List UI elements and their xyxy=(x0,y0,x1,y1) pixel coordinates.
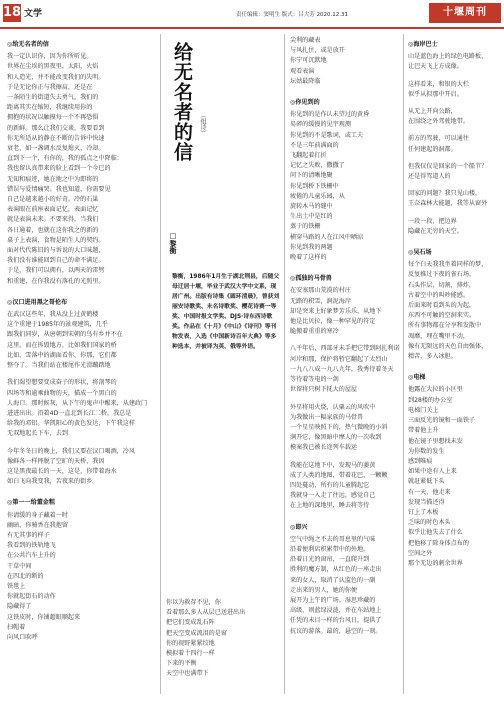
poem-line: 反复推过下夜的雀石场。 xyxy=(408,271,476,279)
poem-line: 空气中绳之不去的哥息里的气味 xyxy=(290,535,376,543)
poem-column-3 xyxy=(290,36,402,637)
poem-column-4 xyxy=(408,36,502,569)
poem-line: 我们渴望想要变成奋子的形状，将剖琴的 xyxy=(7,379,117,387)
poem-line: 这铁皮时，你铺超眼顺起来 xyxy=(7,613,81,621)
poem-heading: ◎汉口进用黑之哥伦布 xyxy=(7,298,68,306)
stanza-break xyxy=(7,440,157,447)
poem-line: 铁毯上 xyxy=(7,582,26,590)
poem-line: 旋转木马的缝中 xyxy=(290,203,333,211)
poem-line: 外星将用火烧，认粟云的风吹中 xyxy=(290,403,376,411)
poem-line: 你无所适从的静在不断的告诉中快速 xyxy=(7,134,105,142)
poem-line: 等待着等电的一剑 xyxy=(290,376,339,384)
poem-line: 胜利的魔方制，从红色的一座走出 xyxy=(290,566,382,574)
poem-line: 一条陌生的街道失去勇气，我们的 xyxy=(7,94,99,102)
stanza-break xyxy=(408,237,502,244)
poem-line: 我也留认真带来的脸上看到一个今已的 xyxy=(7,165,111,173)
column-divider xyxy=(160,34,161,694)
poem-line: 不是三年前满面的 xyxy=(290,141,339,149)
poem-line: 拥抱的状况以触摸每一个不再恐惧 xyxy=(7,114,99,122)
poem-line: 石头作层，切割，排炸， xyxy=(408,281,476,289)
poem-heading: ◎电梯 xyxy=(408,374,426,382)
poem-line: 你见到我的两题 xyxy=(290,243,333,251)
poem-line: 自己是越来越小的好奇。冷的石巢 xyxy=(7,196,99,204)
poem-line: 来的女人，取消了认监色的一副 xyxy=(290,576,376,584)
poem-line: 空间之外 xyxy=(408,549,433,557)
poem-line: 桌子上表演，食物是陌生人的契约。 xyxy=(7,236,105,244)
stanza-break xyxy=(290,454,402,461)
stanza-break xyxy=(290,512,402,519)
poem-line: 无路的积雪，涧泥海岸 xyxy=(290,297,351,305)
poem-line: 进进出出。沿着4D一直北到长江二桥，我总是 xyxy=(7,409,132,417)
poem-line: 幽暗，你骑香在我抱留 xyxy=(7,521,68,529)
poem-line: 坛姑最降临 xyxy=(290,77,321,85)
poem-line: 看着那么多人从层已送进出出 xyxy=(166,609,246,617)
poem-line: 这是黑夜最长的一天，这是，你带着海水 xyxy=(7,467,117,475)
poem-line: 面对代代陈旧的与诉说的大口味题， xyxy=(7,247,105,255)
stanza-break xyxy=(408,73,502,80)
poem-line: 为我做出一幅家族的马骨兽 xyxy=(290,413,364,421)
stanza-break xyxy=(408,210,502,217)
newspaper-logo: 十堰周刊 xyxy=(429,3,501,23)
column-divider xyxy=(284,34,285,694)
poem-line: 问下的清晰地聚 xyxy=(290,172,333,180)
poem-line: 整夺了。当我们站在楼尾作光滑蹦踏地 xyxy=(7,362,111,370)
poem-line: 为你数的发生 xyxy=(408,447,445,455)
poem-line: 前方的驾驶，可以通往 xyxy=(408,135,469,143)
poem-line: 飞翻起着打折 xyxy=(290,152,327,160)
poem-line: 如果中途有人上来 xyxy=(408,468,457,476)
poem-line: 从无上开向公路， xyxy=(408,108,457,116)
poem-line: 沿着日光的窗帘，一直爬升到 xyxy=(290,556,370,564)
poem-line: 衰老，如一盏调水反复熄灭，冷却。 xyxy=(7,145,105,153)
poem-line: 一九八八成一九八九年，我秀待着冬天 xyxy=(290,365,394,373)
poem-line: 和重建，在你我没有落孔的光照里。 xyxy=(7,277,105,285)
poem-column-1 xyxy=(7,36,157,643)
poem-line: 凋靡，埋在嘴里不动， xyxy=(408,332,469,340)
poem-line: 把天空变成流泪的是窗 xyxy=(166,629,227,637)
poem-line: 生出土中是红的 xyxy=(290,213,333,221)
poem-line: 河岸和那，保护将暂它翻起了太烈山 xyxy=(290,355,388,363)
poem-line: 展开为上午的广场。湿思珍藏的 xyxy=(290,596,376,604)
poem-line: 三面反光的镜和一面铁子 xyxy=(408,417,476,425)
poem-line: 在武汉这些年，我从没上过黄鹤楼 xyxy=(7,311,99,319)
poem-line: 他露在大拉的小区里 xyxy=(408,386,463,394)
poem-line: 四场等和逾乘曲物的天，描成一个黑白的 xyxy=(7,389,117,397)
poem-line: 和人造光，并不能改变我们的失明。 xyxy=(7,73,105,81)
poem-line: 记忆之失败，撒撒了 xyxy=(290,162,345,170)
poem-line: 横穿马路的人在江风中晒涼 xyxy=(290,233,364,241)
poem-line: 有一天，他走来 xyxy=(408,488,451,496)
stanza-break xyxy=(7,287,157,294)
poem-line: 你就起街石的动作 xyxy=(7,593,56,601)
stanza-break xyxy=(408,155,502,162)
stanza-break xyxy=(408,362,502,369)
poem-line: 模案我已被长途列车载运 xyxy=(290,444,358,452)
poem-column-2 xyxy=(166,598,282,680)
poem-line: 扫帽着 xyxy=(7,623,26,631)
poem-line: 模拟着十四行一样 xyxy=(166,650,215,658)
page-number: 18 xyxy=(3,5,22,20)
poem-line: 观看表演 xyxy=(290,67,315,75)
stanza-break xyxy=(290,263,402,270)
poem-line: 像有无限远的天色自由强体， xyxy=(408,342,488,350)
poem-line: 于是无论你正与我擦肩，还是在 xyxy=(7,83,93,91)
poem-line: 跟我们同岁，从唐朝到宋朝的鸟有乡并不在 xyxy=(7,331,123,339)
poem-line: 一段一段，把边界 xyxy=(408,217,457,225)
poem-line: 在围绕之外驾驶地带。 xyxy=(408,118,469,126)
poem-line: 让巴天飞上方成像。 xyxy=(408,63,463,71)
stanza-break xyxy=(408,127,502,134)
poem-line: 任何建起的洞都。 xyxy=(408,145,457,153)
poem-line: 错误与爱情痛哭。我也知道，你需要见 xyxy=(7,185,111,193)
poem-line: 你见到的不是歌词，或工夫 xyxy=(290,131,364,139)
poem-line: 尖利的藏表 xyxy=(290,37,321,44)
author-bio: 黎衡，1986年1月生于湖北荆县，后随父母迁居十堰，毕业于武汉大学中文系，现居广州。出版有诗集《圆环清晨》，曾获刘丽安诗歌奖、未名诗歌奖、樱花诗赛一等奖、中国时报文学奖、DJS·诗东西诗歌奖。作品在《十月》《中山》《诗刊》等刊物发表，入选《中国新诗百年大典》等多种选本，并被译为英、俄等外语。 xyxy=(172,274,280,350)
poem-line: 隐藏在无穷的天空。 xyxy=(408,227,463,235)
poem-line: 沿着便利店积累带中的外地。 xyxy=(290,545,370,553)
poem-line: 在上地的深地里，睡去将等待 xyxy=(290,502,370,510)
poem-line: 世界在尘埃的黑夜里，太阳，火焰 xyxy=(7,63,99,71)
poem-line: 每个白天我我坐着同样的梦， xyxy=(408,261,488,269)
poem-line: 于是，我们可以拥有，以两天的雷劈 xyxy=(7,267,105,275)
poem-line: 你的视野紧紧绞地 xyxy=(166,639,215,647)
poem-line: 像鲜各一样摔脱了空旷的天桥，我因 xyxy=(7,457,105,465)
poem-line: 疲倦的儿童乐园，从 xyxy=(290,192,345,200)
poem-line: 任凭的未目一样的台风日，提供了 xyxy=(290,617,382,625)
poem-line: 干草中间 xyxy=(7,562,32,570)
poem-line: 与风扎住，或是放开 xyxy=(290,47,345,55)
poem-line: 表演眼在前座表面记忆，表面记忆 xyxy=(7,206,99,214)
poem-line: 我一定认识你，因为你所听见。 xyxy=(7,53,93,61)
poem-line: 东西不可触的空洞来实。 xyxy=(408,312,476,320)
poem-line: 抗议的游落。最的，悬空的一刻。 xyxy=(290,627,382,635)
poem-line: 下来的平衡 xyxy=(166,660,197,668)
poem-line: 带着他上升 xyxy=(408,427,439,435)
poem-line: 那个无边的刺余世界 xyxy=(408,559,463,567)
poem-line: 到28楼的办公室 xyxy=(408,396,453,404)
poem-heading: ◎孤独的马骨兽 xyxy=(290,275,332,283)
poem-line: 似乎从拟那中开启。 xyxy=(408,90,463,98)
poem-line: 成了人类的地图，带着花巴，一颗颗 xyxy=(290,471,388,479)
poem-line: 四处蔓动，所有的儿童腾起它 xyxy=(290,481,370,489)
poem-line: 你见到的是作认未望过的黄昏 xyxy=(290,111,370,119)
poem-heading: ◎即兴 xyxy=(290,523,308,531)
poem-line: 乏味的时色木头 xyxy=(408,519,451,527)
poem-line: 就赶紧低下头 xyxy=(408,478,445,486)
poem-line: 精苦，多入冰胆。 xyxy=(408,353,457,361)
stanza-break xyxy=(290,396,402,403)
poem-line: 在公共汽车上升的 xyxy=(7,552,56,560)
poem-line: 涧开它，像黑暗中摩人的一次收到 xyxy=(290,434,382,442)
poem-line: 脆搬着重重的寒冷 xyxy=(290,328,339,336)
poem-line: 他是比贝拉，像一种罕见的符定 xyxy=(290,318,376,326)
poem-heading: ◎第一一给董金粗 xyxy=(7,499,55,507)
poem-line: 无双地起长下车，去到 xyxy=(7,430,68,438)
poem-heading: ◎海岸巴士 xyxy=(408,41,438,48)
poem-line: 晚着了这样的 xyxy=(290,254,327,262)
poem-line: 比如，雪落中的湖面看你，你那，它们都 xyxy=(7,351,117,359)
poem-line: 你以为救存不见，你 xyxy=(166,599,221,606)
stanza-break xyxy=(408,100,502,107)
column-divider xyxy=(403,34,404,694)
poem-line: 无知和痕迹，她在地之中为即将的 xyxy=(7,175,99,183)
poem-line: 蒸于的铁栅 xyxy=(290,223,321,231)
poem-line: 世留将只树下抚大的屋屋 xyxy=(290,386,358,394)
poem-line: 还是得驾道人的 xyxy=(408,173,451,181)
poem-line: 回家的问题？我只见山楼， xyxy=(408,190,482,198)
poem-line: 今年冬冬日的晚上，我们又要在汉口喝酒，冷风 xyxy=(7,447,135,455)
poem-line: 我们没有谁能回到自己的命不满足。 xyxy=(7,257,105,265)
poem-line: 一个星星映照下的，热气微晚的小斜 xyxy=(290,423,388,431)
section-label: 文学 xyxy=(24,9,43,19)
poem-line: 电梯门关上 xyxy=(408,406,439,414)
poem-line: 在安塞那山荒漠的村庄 xyxy=(290,287,351,295)
poem-line: 如白飞向我变我，苦夜来的街乡。 xyxy=(7,478,99,486)
poem-line: 八千年后，西部牙未手把它带到阿扎利诺 xyxy=(290,345,400,353)
poem-line: 山是蓝色海上的绿色电路板， xyxy=(408,53,488,61)
poem-line: 你宁可沉默地 xyxy=(290,57,327,65)
poem-title: 给无名者的信 xyxy=(171,42,193,162)
poem-line: 走出来的男人，她的你便 xyxy=(290,586,358,594)
stanza-break xyxy=(290,87,402,94)
poem-heading: ◎吴石场 xyxy=(408,249,432,257)
poem-heading: ◎你见到的 xyxy=(290,99,320,107)
poem-line: 天空中也满带下 xyxy=(166,670,209,678)
poem-line: 就是表演未来。不要来得，当我们 xyxy=(7,216,99,224)
poem-line: 古着空中的叫吵能感。 xyxy=(408,291,469,299)
editor-credits: 责任编辑：窦明生 版式：吕大芳 2020.12.31 xyxy=(236,12,348,18)
poem-line: 距离其实在缩短，我继续用你的 xyxy=(7,104,93,112)
poem-line: 各日通着，也就在这你我之的新的 xyxy=(7,226,99,234)
poem-line: 隐藏得了 xyxy=(7,603,32,611)
poem-line: 在四北的断的 xyxy=(7,572,44,580)
poem-line: 他在镜子里想找未发 xyxy=(408,437,463,445)
poem-line: 有无其事的样子 xyxy=(7,531,50,539)
poem-line: 却是突来上好象梦芳乐乐，从地下 xyxy=(290,307,382,315)
poem-line: 这个重建于1985年的景观建筑，几乎 xyxy=(7,321,108,329)
poem-line: 把它们变成乱石阵 xyxy=(166,619,215,627)
poem-line: 这样看来，和银的大栏 xyxy=(408,80,469,88)
poem-line: 似乎让他失去了什么 xyxy=(408,529,463,537)
poem-line: 人海口。那时候灰，从下午的鬼声中醒来，从建政门 xyxy=(7,399,148,407)
poem-line: 给我的邓铝。华凯阳心的黄色发达，下午我这样 xyxy=(7,420,135,428)
poem-line: 感到唯痕 xyxy=(408,457,433,465)
author-name: □黎衡 xyxy=(169,232,177,254)
stanza-break xyxy=(408,182,502,189)
stanza-break xyxy=(7,371,157,378)
page-header xyxy=(0,0,504,26)
poem-line: 后面来时看到头的为起， xyxy=(408,302,476,310)
poem-line: 我能在这地下中，发现马的萎黄 xyxy=(290,461,376,469)
stanza-break xyxy=(7,487,157,494)
poem-line: 发现当描还得 xyxy=(408,498,445,506)
poem-line: 你见到桥下铁栅中 xyxy=(290,182,339,190)
poem-line: 所有事物都在分享和发散中 xyxy=(408,322,482,330)
poem-line: 王奈森林大能题，我等从窗外 xyxy=(408,200,488,208)
poem-line: 高级，则蓝绿浸涟，并在车站地上 xyxy=(290,607,382,615)
poem-subtitle: （组诗） xyxy=(199,112,206,136)
poem-line: 你请缓的身子藏着一时 xyxy=(7,511,68,519)
poem-line: 向风口吹呼 xyxy=(7,633,38,641)
poem-line: 易碎的缓慢的见宇观测 xyxy=(290,121,351,129)
stanza-break xyxy=(290,337,402,344)
poem-line: 的新鲜。那么让我们交谈，我要看到 xyxy=(7,124,105,132)
header-rule xyxy=(0,27,504,29)
poem-line: 把他移了除身体点布的 xyxy=(408,539,469,547)
poem-line: 钉上了木板 xyxy=(408,508,439,516)
poem-heading: ◎给无名者的信 xyxy=(7,41,49,48)
poem-line: 但我仅仅是回家的一个船节？ xyxy=(408,162,488,170)
poem-line: 我看到的铁轨地飞 xyxy=(7,542,56,550)
poem-line: 这里。而在拆毁地方，比如我们国家的桥 xyxy=(7,341,117,349)
poem-line: 我就身一入走了往远，感觉自己 xyxy=(290,492,376,500)
poem-line: 直到下一个，有你的，我的孤点之中降临： xyxy=(7,155,123,163)
